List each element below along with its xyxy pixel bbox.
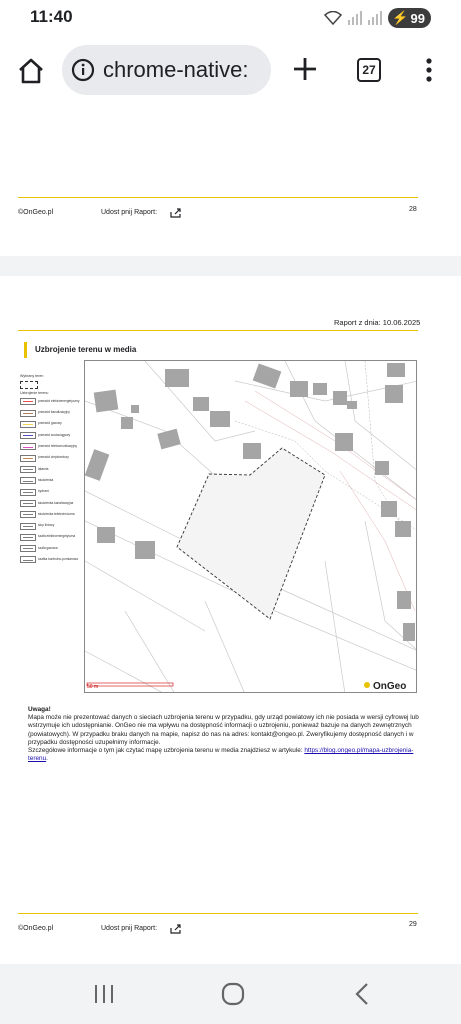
legend-label: przewód wodociągowy [38, 432, 71, 437]
legend-item [20, 476, 80, 485]
wifi-icon [324, 11, 342, 25]
legend-item [20, 522, 80, 531]
legend-item [20, 499, 80, 508]
legend-item [20, 465, 80, 474]
system-nav-bar [0, 964, 461, 1024]
legend-selected-area [20, 380, 80, 389]
back-icon[interactable] [351, 982, 375, 1006]
legend-item [20, 420, 80, 429]
legend-swatch [20, 534, 36, 541]
section-title: Uzbrojenie terenu w media [35, 345, 137, 354]
info-icon[interactable] [71, 58, 95, 82]
note-article-text: Szczegółowe informacje o tym jak czytać mapę uzbrojenia terenu w media znajdziesz w artykule: [28, 747, 305, 755]
legend-item [20, 510, 80, 519]
legend-item [20, 533, 80, 542]
legend-item [20, 431, 80, 440]
legend-item [20, 488, 80, 497]
home-icon[interactable] [16, 56, 46, 86]
legend-item [20, 442, 80, 451]
legend-label: przewód elektroenergetyczny [38, 398, 80, 403]
legend-label: przewód telekomunikacyjny [38, 444, 77, 449]
legend-swatch [20, 500, 36, 507]
tabs-icon[interactable]: 27 [357, 58, 381, 82]
legend-label: słup liniowy [38, 523, 55, 528]
legend-item [20, 409, 80, 418]
footer-line [18, 197, 418, 198]
legend-swatch [20, 523, 36, 530]
battery-level: 99 [410, 10, 425, 26]
legend-swatch [20, 556, 36, 563]
legend-label: hydrant [38, 489, 49, 494]
legend-label: studzienka kanalizacyjna [38, 500, 74, 505]
legend-swatch [20, 381, 38, 389]
legend-label: szafa gazowa [38, 545, 58, 550]
legend-swatch [20, 477, 36, 484]
page-gap [0, 256, 461, 276]
share-icon[interactable] [170, 208, 182, 218]
legend-item [20, 555, 80, 564]
map-legend [20, 374, 80, 567]
recent-apps-icon[interactable] [92, 982, 116, 1006]
legend-label: studzienka teletechniczna [38, 511, 75, 516]
note-heading: Uwaga! [28, 706, 51, 713]
header-line [18, 330, 418, 331]
status-icons [324, 8, 431, 28]
legend-swatch [20, 410, 36, 417]
battery-indicator [388, 8, 431, 28]
page-number: 28 [409, 206, 417, 213]
legend-item [20, 544, 80, 553]
browser-toolbar [0, 36, 461, 107]
more-icon[interactable] [422, 56, 436, 84]
legend-label: szafka kontrolno-pomiarowa [38, 557, 78, 562]
pdf-viewer[interactable] [0, 106, 461, 964]
footer-copyright-2: ©OnGeo.pl [18, 925, 54, 932]
legend-swatch [20, 489, 36, 496]
legend-swatch [20, 455, 36, 462]
map-canvas [85, 361, 417, 693]
blog-link[interactable]: https://blog.ongeo.pl/mapa-uzbrojenia-terenu [28, 747, 414, 763]
home-nav-icon[interactable] [221, 982, 245, 1006]
address-bar[interactable] [62, 45, 271, 95]
share-report-label-2: Udost pnij Raport: [101, 925, 158, 932]
legend-label: przewód gazowy [38, 421, 62, 426]
legend-subtitle: Uzbrojenie terenu [20, 391, 49, 396]
status-bar [0, 0, 461, 36]
legend-swatch [20, 545, 36, 552]
note-article: Szczegółowe informacje o tym jak czytać mapę uzbrojenia terenu w media znajdziesz w artykule: https://blog.ongeo.pl/mapa-uzbrojenia-terenu. [28, 747, 414, 763]
legend-title: Wybrany teren [20, 374, 44, 378]
title-accent [24, 342, 27, 358]
url-text[interactable]: chrome-native: [103, 57, 249, 82]
share-icon-2[interactable] [170, 924, 182, 934]
legend-item [20, 454, 80, 463]
note-body: Mapa może nie prezentować danych o sieciach uzbrojenia terenu w przypadku, gdy urząd powiatowy ich nie posiada w wersji cyfrowej lub wstrzymuje ich udostępnianie. OnGeo nie ma wpływu na dostępność informacji o uzbrojeniu, ponieważ bazuje na danych zewnętrznych (powiatowych). W przypadku braku danych na mapie, napisz do nas na adres: kontakt@ongeo.pl. Zweryfikujemy dostępność danych i w przypadku dostępności uzupełnimy informacje. [28, 714, 419, 746]
legend-swatch [20, 398, 36, 405]
legend-swatch [20, 466, 36, 473]
legend-item [20, 397, 80, 406]
signal-icon [348, 11, 362, 25]
page-number-2: 29 [409, 921, 417, 928]
share-report-label: Udost pnij Raport: [101, 209, 158, 216]
legend-label: latarnia [38, 466, 49, 471]
signal-icon-2 [368, 11, 382, 25]
legend-label: szafa elektroenergetyczna [38, 534, 76, 539]
legend-items [20, 397, 80, 564]
legend-label: studzienka [38, 477, 54, 482]
legend-label: przewód ciepłowniczy [38, 455, 69, 460]
bolt-icon: ⚡ [392, 10, 409, 25]
plus-icon[interactable] [292, 56, 318, 82]
map-scale-label: 50 m [87, 684, 99, 690]
legend-swatch [20, 443, 36, 450]
legend-swatch [20, 511, 36, 518]
legend-label: przewód kanalizacyjny [38, 410, 70, 415]
footer-copyright: ©OnGeo.pl [18, 209, 54, 216]
map-logo: OnGeo [373, 681, 407, 692]
status-time: 11:40 [30, 7, 73, 26]
map-note [28, 706, 419, 763]
legend-swatch [20, 432, 36, 439]
utility-map[interactable] [84, 360, 417, 693]
footer-line-2 [18, 913, 418, 914]
legend-swatch [20, 421, 36, 428]
report-date: Raport z dnia: 10.06.2025 [334, 318, 421, 327]
